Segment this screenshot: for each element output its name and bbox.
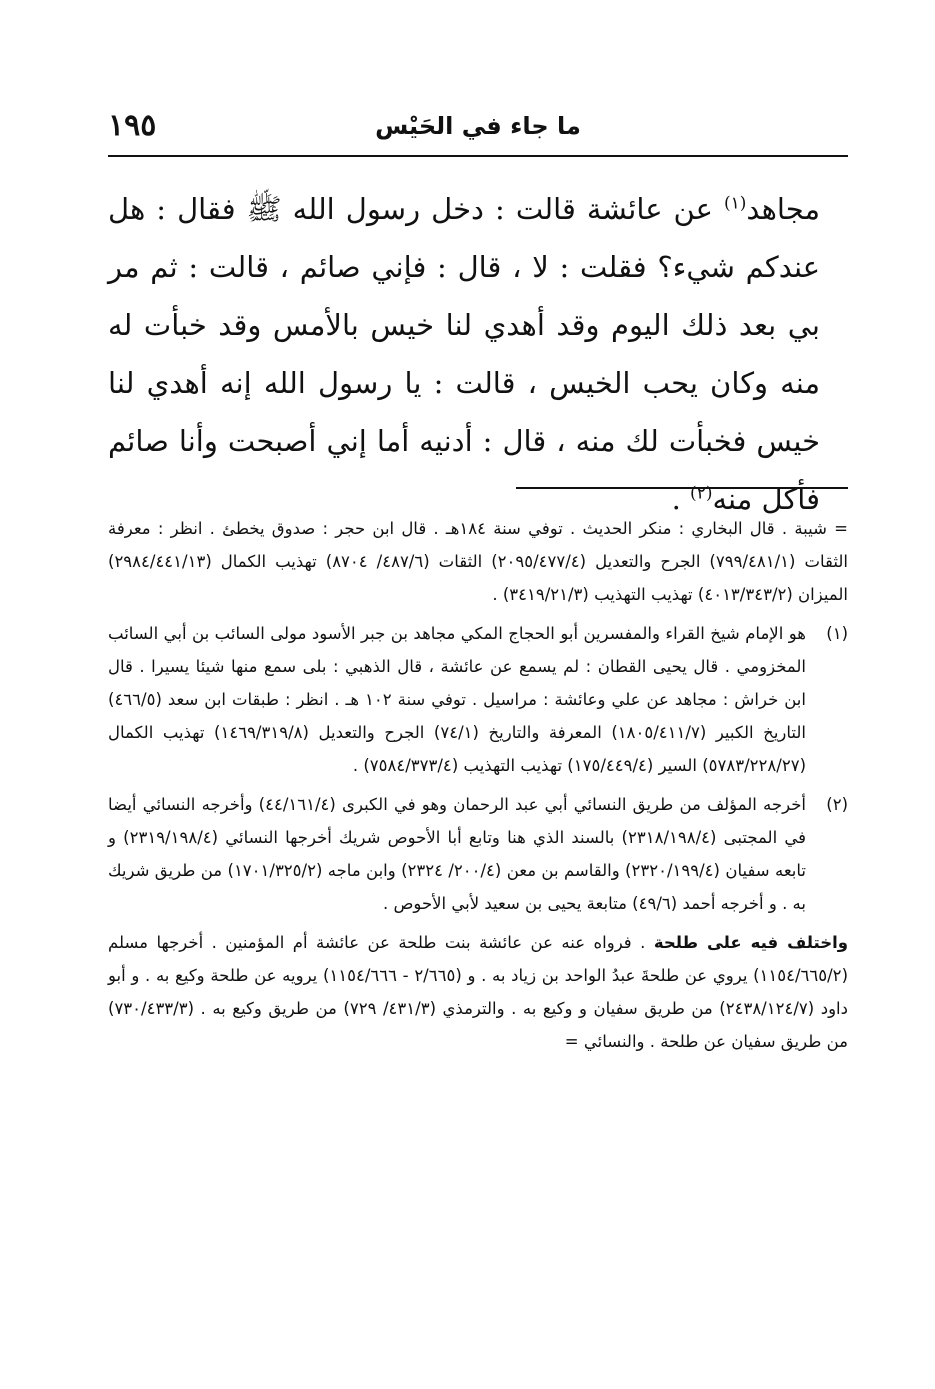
body-part-1: مجاهد xyxy=(746,192,820,226)
hadith-text xyxy=(108,180,820,528)
footnote-ref-1: (١) xyxy=(723,193,747,214)
footnote-2-continued xyxy=(108,926,848,1058)
footnote-2-text: أخرجه المؤلف من طريق النسائي أبي عبد الرحمان وهو في الكبرى (٤٤/١٦١/٤) وأخرجه النسائي أيضا في المجتبى (٢٣١٨/١٩٨/٤) بالسند الذي هنا وتابع أبا الأحوص شريك أخرجها النسائي (٢٣١٩/١٩٨/٤) و تابعه سفيان (٢٣٢٠/١٩٩/٤) والقاسم بن معن (٢٠٠/٤/ ٢٣٢٤) وابن ماجه (١٧٠١/٣٢٥/٢) من طريق شريك به . و أخرجه أحمد (٤٩/٦) متابعة يحيى بن سعيد لأبي الأحوص . xyxy=(108,795,807,913)
difference-text: . فرواه عنه عن عائشة بنت طلحة عن عائشة أم المؤمنين . أخرجها مسلم (١١٥٤/٦٦٥/٢) يروي عن طلحةَ عبدُ الواحد بن زياد به . و (٢/٦٦٥ - ١١٥٤/٦٦٦) يرويه عن طلحة وكيع به . و أبو داود (٢٤٣٨/١٢٤/٧) من طريق سفيان و وكيع به . والترمذي (٤٣١/٣/ ٧٢٩) من طريق وكيع به . (٧٣٠/٤٣٣/٣) من طريق سفيان عن طلحة . والنسائي = xyxy=(108,933,848,1051)
footnote-separator xyxy=(516,487,848,489)
header-rule xyxy=(108,155,848,157)
footnote-continuation: = شيبة . قال البخاري : منكر الحديث . توفي سنة ١٨٤هـ . قال ابن حجر : صدوق يخطئ . انظر : معرفة الثقات (٧٩٩/٤٨١/١) الجرح والتعديل (٢٠٩٥/٤٧٧/٤) الثقات (٤٨٧/٦/ ٨٧٠٤) تهذيب الكمال (٢٩٨٤/٤٤١/١٣) الميزان (٤٠١٣/٣٤٣/٢) تهذيب التهذيب (٣٤١٩/٢١/٣) . xyxy=(108,519,848,604)
difference-lead: واختلف فيه على طلحة xyxy=(653,933,848,952)
page-number: ١٩٥ xyxy=(108,108,157,143)
page-header xyxy=(108,108,848,154)
footnote-1-text: هو الإمام شيخ القراء والمفسرين أبو الحجاج المكي مجاهد بن جبر الأسود مولى السائب بن أبي السائب المخزومي . قال يحيى القطان : لم يسمع عن عائشة ، قال الذهبي : بلى سمع منها شيئا يسيرا . قال ابن خراش : مجاهد عن علي وعائشة : مراسيل . توفي سنة ١٠٢ هـ . انظر : طبقات ابن سعد (٤٦٦/٥) التاريخ الكبير (١٨٠٥/٤١١/٧) المعرفة والتاريخ (٧٤/١) الجرح والتعديل (١٤٦٩/٣١٩/٨) تهذيب الكمال (٥٧٨٣/٢٢٨/٢٧) السير (١٧٥/٤٤٩/٤) تهذيب التهذيب (٧٥٨٤/٣٧٣/٤) . xyxy=(108,624,806,775)
footnote-ref-2: (٢) xyxy=(690,483,713,504)
footnote-1-number: (١) xyxy=(826,624,848,643)
footnote-1 xyxy=(108,617,848,782)
running-title: ما جاء في الحَيْس xyxy=(375,112,581,140)
footnote-2-number: (٢) xyxy=(826,795,848,814)
footnote-2 xyxy=(108,788,848,920)
footnotes xyxy=(108,512,848,1064)
body-part-3: . xyxy=(671,482,691,516)
body-part-2: عن عائشة قالت : دخل رسول الله ﷺ فقال : هل عندكم شيء؟ فقلت : لا ، قال : فإني صائم ، قالت : ثم مر بي بعد ذلك اليوم وقد أهدي لنا خيس بالأمس وقد خبأت له منه وكان يحب الخيس ، قالت : يا رسول الله إنه أهدي لنا خيس فخبأت لك منه ، قال : أدنيه أما إني أصبحت وأنا صائم فأكل منه xyxy=(108,192,820,516)
